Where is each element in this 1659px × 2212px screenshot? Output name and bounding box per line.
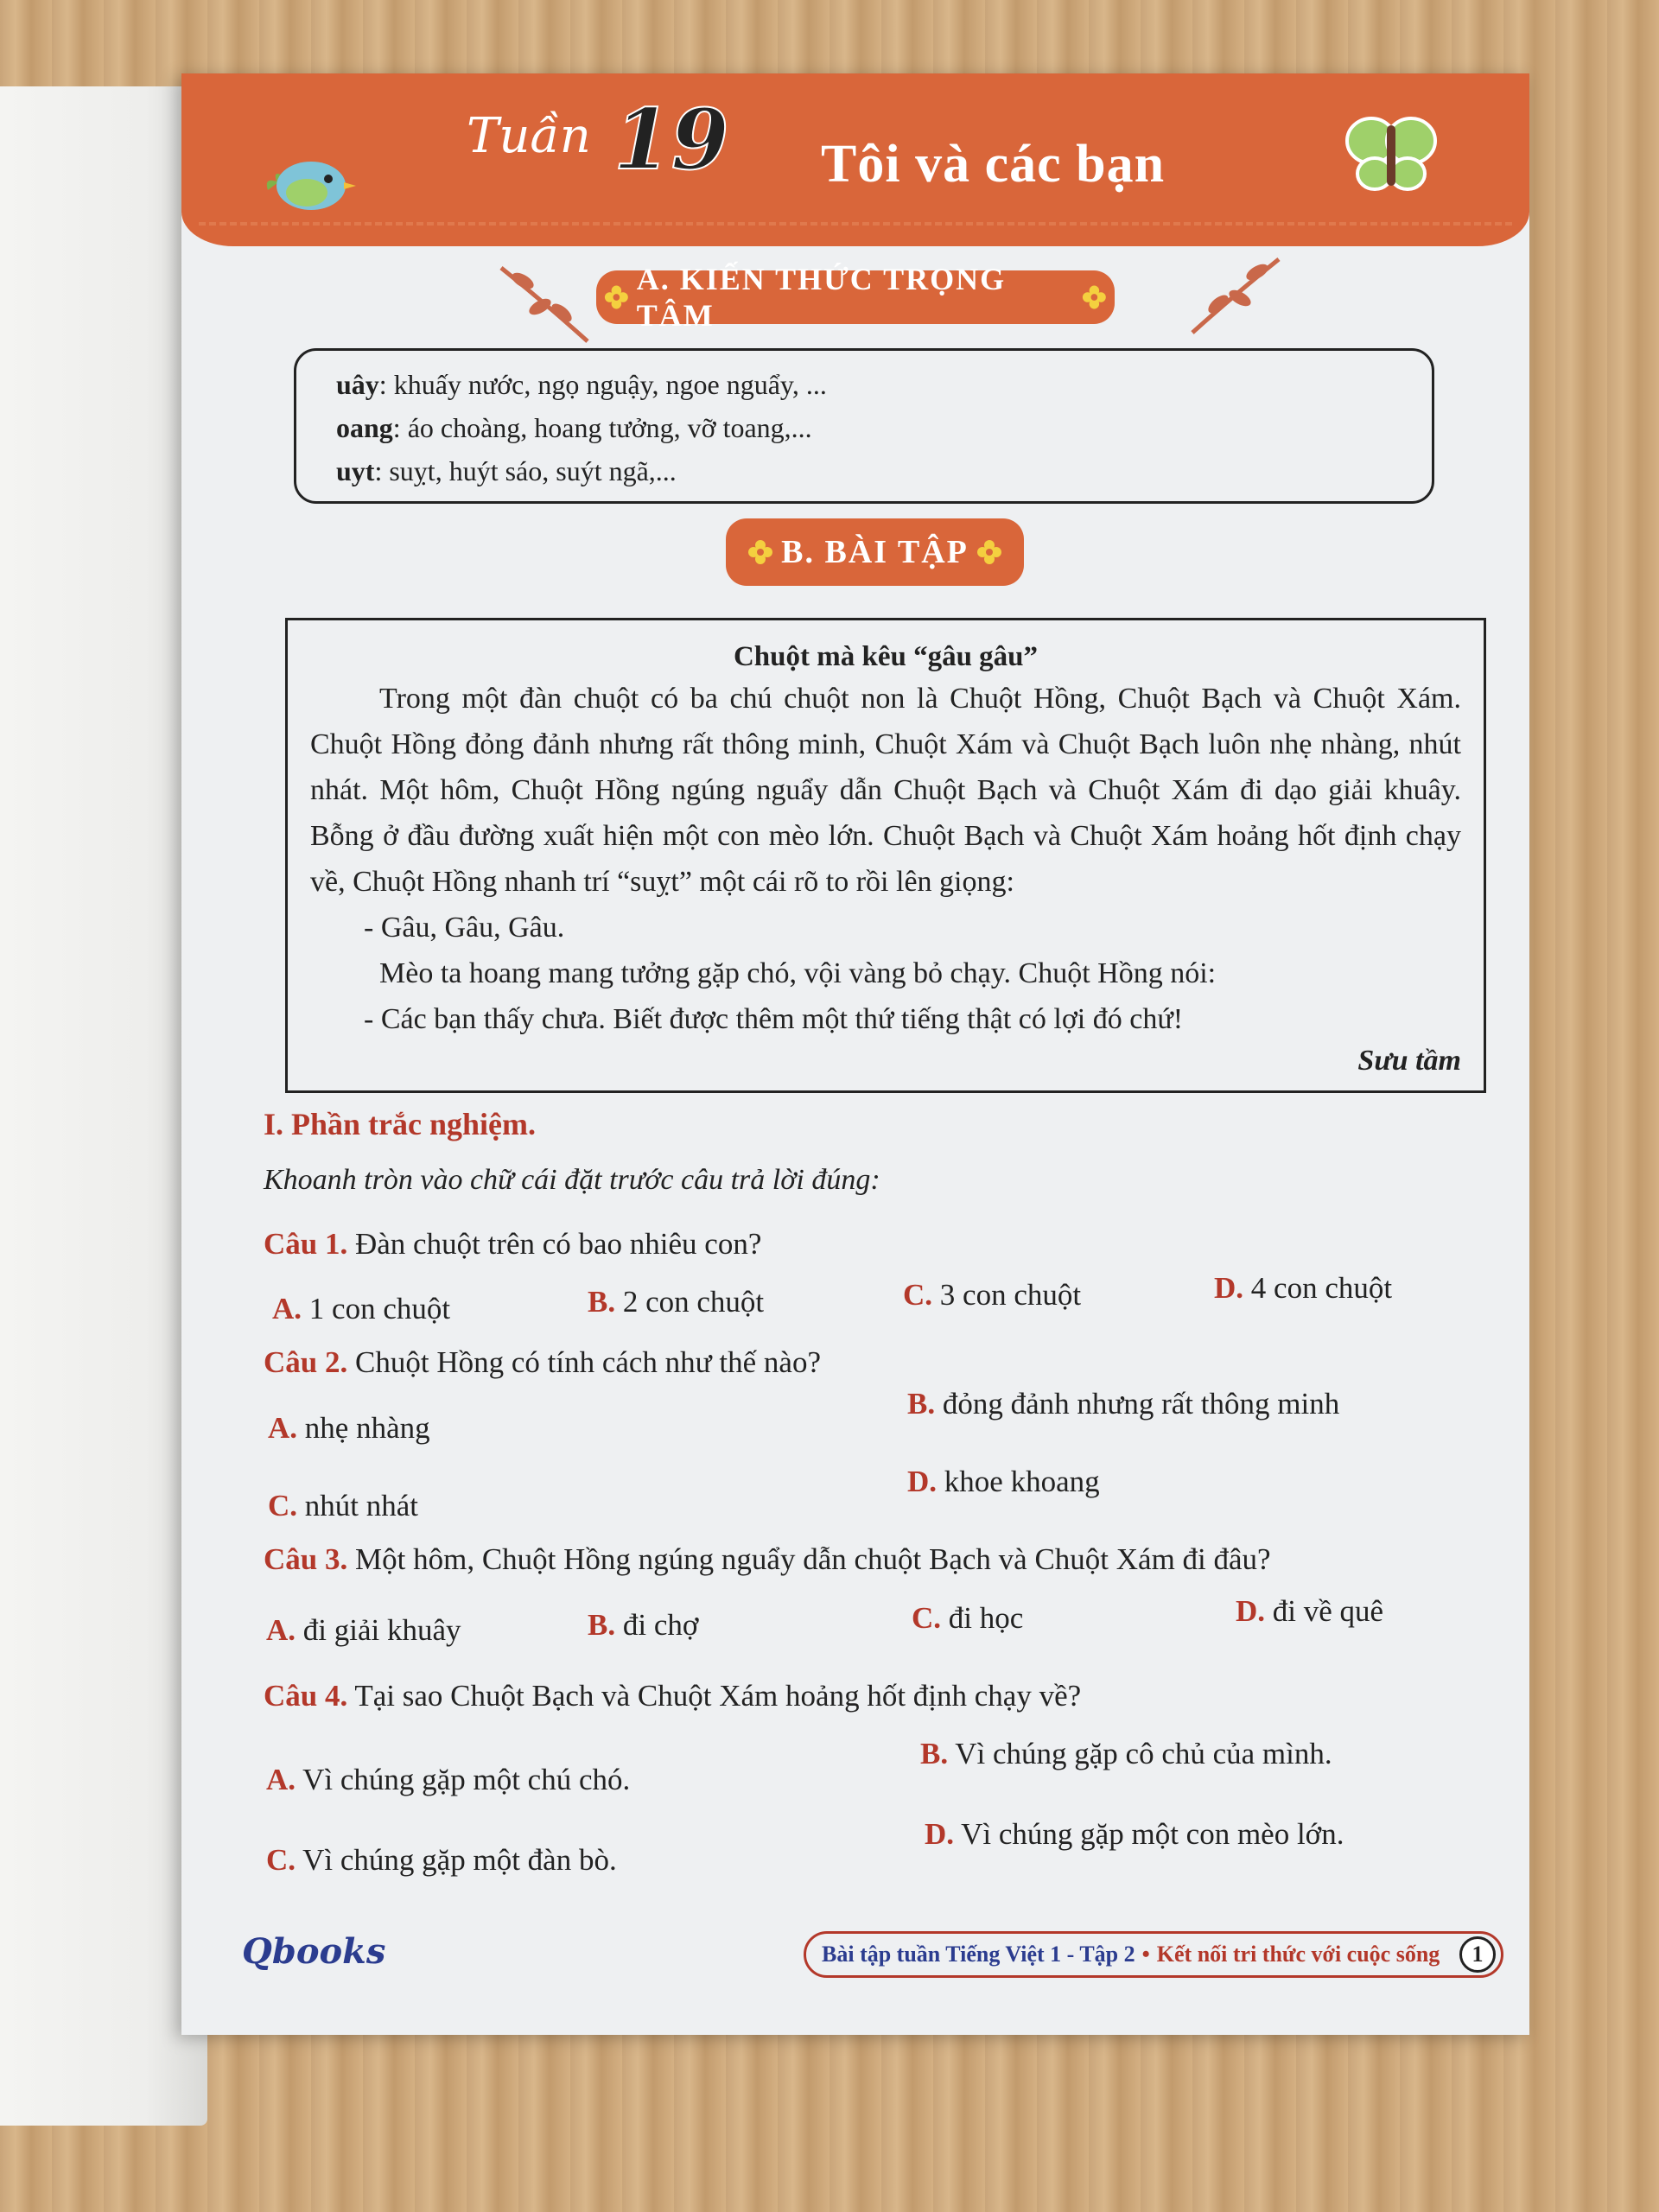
answer-option[interactable] (907, 1465, 1100, 1499)
option-letter: D. (925, 1817, 955, 1851)
answer-option[interactable] (1214, 1271, 1392, 1306)
question-2 (264, 1345, 821, 1380)
book-title: Bài tập tuần Tiếng Việt 1 - Tập 2 (822, 1942, 1135, 1967)
option-letter: B. (907, 1387, 936, 1421)
option-text: Vì chúng gặp một chú chó. (296, 1763, 631, 1796)
option-text: 2 con chuột (615, 1285, 765, 1319)
answer-option[interactable] (903, 1278, 1081, 1313)
answer-option[interactable] (266, 1843, 617, 1878)
option-text: đi giải khuây (296, 1613, 461, 1647)
option-text: Vì chúng gặp một con mèo lớn. (954, 1817, 1344, 1851)
answer-option[interactable] (925, 1817, 1344, 1852)
story-source: Sưu tầm (1357, 1045, 1461, 1077)
flower-icon (603, 283, 630, 311)
option-letter: A. (272, 1292, 302, 1325)
answer-option[interactable] (588, 1608, 698, 1643)
header-banner (181, 73, 1529, 246)
option-text: Vì chúng gặp cô chủ của mình. (948, 1737, 1332, 1770)
facing-page (0, 86, 207, 2126)
question-text: Một hôm, Chuột Hồng ngúng nguẩy dẫn chuột Bạch và Chuột Xám đi đâu? (347, 1542, 1271, 1576)
option-letter: C. (912, 1601, 942, 1635)
rhyme-examples: : suỵt, huýt sáo, suýt ngã,... (374, 455, 677, 486)
question-number: Câu 1. (264, 1227, 348, 1261)
option-letter: C. (903, 1278, 933, 1312)
leaf-branch-right-icon (1184, 251, 1287, 346)
option-letter: A. (266, 1613, 296, 1647)
question-text: Đàn chuột trên có bao nhiêu con? (347, 1227, 762, 1261)
answer-option[interactable] (266, 1763, 630, 1797)
answer-option[interactable] (268, 1411, 430, 1446)
footer-book-title (804, 1931, 1503, 1978)
week-label: Tuần (467, 108, 591, 164)
option-text: đi học (941, 1601, 1024, 1635)
option-text: 1 con chuột (302, 1292, 451, 1325)
rhyme-key: oang (336, 412, 393, 443)
option-text: Vì chúng gặp một đàn bò. (296, 1843, 617, 1877)
option-text: nhút nhát (297, 1489, 419, 1522)
quiz-instruction: Khoanh tròn vào chữ cái đặt trước câu trả lời đúng: (264, 1164, 880, 1196)
story-paragraph: Mèo ta hoang mang tưởng gặp chó, vội vàng bỏ chạy. Chuột Hồng nói: (379, 957, 1217, 989)
rhyme-key: uyt (336, 455, 375, 486)
option-letter: B. (588, 1608, 616, 1642)
option-letter: D. (1236, 1594, 1266, 1628)
knowledge-row (336, 449, 1432, 493)
option-letter: B. (588, 1285, 616, 1319)
part-title: I. Phần trắc nghiệm. (264, 1107, 536, 1141)
story-title: Chuột mà kêu “gâu gâu” (733, 641, 1039, 672)
option-text: đỏng đảnh nhưng rất thông minh (935, 1387, 1340, 1421)
banner-dashed-line (199, 222, 1512, 226)
page-number: 1 (1459, 1936, 1496, 1973)
story-dialog: - Gâu, Gâu, Gâu. (364, 912, 565, 944)
story-dialog: - Các bạn thấy chưa. Biết được thêm một thứ tiếng thật có lợi đó chứ! (364, 1003, 1184, 1035)
option-text: đi về quê (1265, 1594, 1384, 1628)
answer-option[interactable] (266, 1613, 461, 1648)
answer-option[interactable] (588, 1285, 764, 1319)
story-box (285, 618, 1486, 1093)
answer-option[interactable] (912, 1601, 1023, 1636)
answer-option[interactable] (907, 1387, 1339, 1421)
answer-option[interactable] (920, 1737, 1332, 1771)
answer-option[interactable] (268, 1489, 418, 1523)
butterfly-icon (1344, 108, 1439, 194)
flower-icon (747, 538, 774, 566)
option-letter: B. (920, 1737, 949, 1770)
answer-option[interactable] (272, 1292, 450, 1326)
rhyme-key: uây (336, 369, 379, 400)
option-text: 4 con chuột (1243, 1271, 1393, 1305)
flower-icon (976, 538, 1003, 566)
option-letter: D. (1214, 1271, 1244, 1305)
workbook-page (181, 73, 1529, 2035)
option-text: 3 con chuột (932, 1278, 1082, 1312)
week-number: 19 (613, 91, 729, 188)
option-letter: A. (266, 1763, 296, 1796)
option-letter: D. (907, 1465, 938, 1498)
knowledge-row (336, 363, 1432, 406)
topic-title: Tôi và các bạn (821, 135, 1166, 194)
section-b-heading (726, 518, 1024, 586)
question-1 (264, 1227, 761, 1262)
option-letter: C. (266, 1843, 296, 1877)
rhyme-examples: : khuấy nước, ngọ nguậy, ngoe nguẩy, ... (378, 369, 827, 400)
question-number: Câu 2. (264, 1345, 348, 1379)
series-name: Kết nối tri thức với cuộc sống (1156, 1942, 1440, 1967)
question-text: Tại sao Chuột Bạch và Chuột Xám hoảng hốt định chạy về? (347, 1679, 1082, 1713)
question-number: Câu 4. (264, 1679, 348, 1713)
knowledge-row (336, 406, 1432, 449)
option-text: nhẹ nhàng (297, 1411, 430, 1445)
knowledge-box (294, 348, 1434, 504)
question-number: Câu 3. (264, 1542, 348, 1576)
publisher-logo: Qbooks (242, 1931, 386, 1972)
option-text: khoe khoang (937, 1465, 1100, 1498)
question-4 (264, 1679, 1081, 1713)
footer-separator: • (1141, 1942, 1150, 1967)
section-a-title: A. KIẾN THỨC TRỌNG TÂM (636, 262, 1007, 333)
bird-icon (259, 143, 363, 220)
option-text: đi chợ (615, 1608, 699, 1642)
story-paragraph: Trong một đàn chuột có ba chú chuột non là Chuột Hồng, Chuột Bạch và Chuột Xám. Chuột Hồng đỏng đảnh nhưng rất thông minh, Chuột Xám và Chuột Bạch luôn nhẹ nhàng, nhút nhát. Một hôm, Chuột Hồng ngúng nguẩy dẫn Chuột Bạch và Chuột Xám đi dạo giải khuây. Bỗng ở đầu đường xuất hiện một con mèo lớn. Chuột Bạch và Chuột Xám hoảng hốt định chạy về, Chuột Hồng nhanh trí “suỵt” một cái rõ to rồi lên giọng: (310, 683, 1461, 898)
option-letter: A. (268, 1411, 298, 1445)
leaf-branch-left-icon (493, 259, 596, 354)
rhyme-examples: : áo choàng, hoang tưởng, vỡ toang,... (392, 412, 812, 443)
flower-icon (1081, 283, 1108, 311)
question-3 (264, 1542, 1271, 1577)
section-a-heading (596, 262, 1115, 333)
option-letter: C. (268, 1489, 298, 1522)
section-b-title: B. BÀI TẬP (781, 534, 969, 570)
answer-option[interactable] (1236, 1594, 1383, 1629)
question-text: Chuột Hồng có tính cách như thế nào? (347, 1345, 821, 1379)
